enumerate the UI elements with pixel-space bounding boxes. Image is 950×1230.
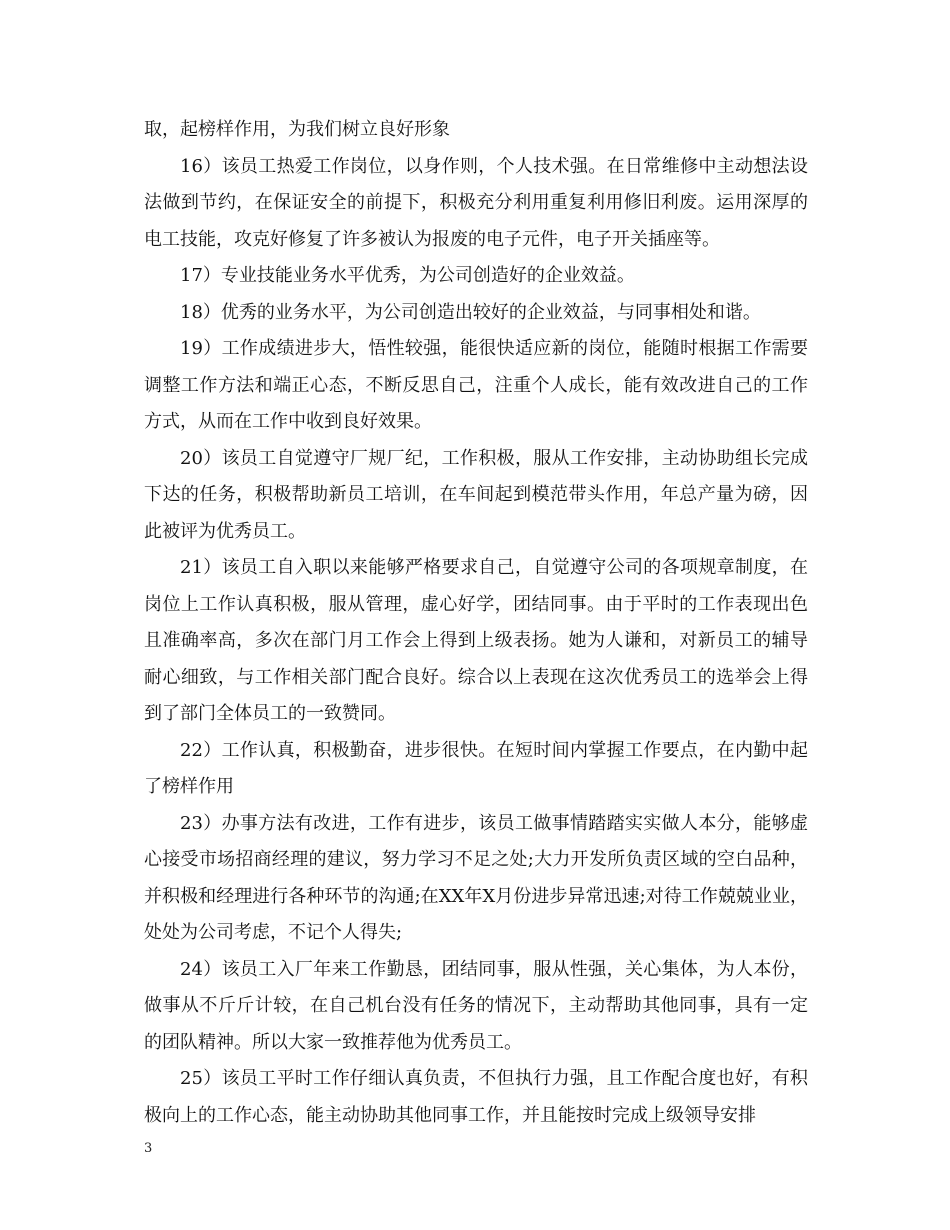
paragraph-21: 21）该员工自入职以来能够严格要求自己，自觉遵守公司的各项规章制度，在岗位上工作认真积极，服从管理，虚心好学，团结同事。由于平时的工作表现出色且准确率高，多次在部门月工作会上得到上级表扬。她为人谦和，对新员工的辅导耐心细致，与工作相关部门配合良好。综合以上表现在这次优秀员工的选举会上得到了部门全体员工的一致赞同。	[144, 557, 808, 724]
paragraph-17: 17）专业技能业务水平优秀，为公司创造好的企业效益。	[180, 265, 635, 286]
paragraph-16: 16）该员工热爱工作岗位，以身作则，个人技术强。在日常维修中主动想法设法做到节约，在保证安全的前提下，积极充分利用重复利用修旧利废。运用深厚的电工技能，攻克好修复了许多被认为报废的电子元件，电子开关插座等。	[144, 155, 808, 250]
paragraph-20: 20）该员工自觉遵守厂规厂纪，工作积极，服从工作安排，主动协助组长完成下达的任务，积极帮助新员工培训，在车间起到模范带头作用，年总产量为磅，因此被评为优秀员工。	[144, 447, 808, 542]
paragraph-0: 取，起榜样作用，为我们树立良好形象	[144, 119, 450, 140]
paragraph-22: 22）工作认真，积极勤奋，进步很快。在短时间内掌握工作要点，在内勤中起了榜样作用	[144, 739, 808, 797]
paragraph-23: 23）办事方法有改进，工作有进步，该员工做事情踏踏实实做人本分，能够虚心接受市场招商经理的建议，努力学习不足之处;大力开发所负责区域的空白品种，并积极和经理进行各种环节的沟通;在XX年X月份进步异常迅速;对待工作兢兢业业，处处为公司考虑，不记个人得失;	[144, 812, 808, 943]
document-body	[144, 112, 808, 1134]
paragraph-18: 18）优秀的业务水平，为公司创造出较好的企业效益，与同事相处和谐。	[180, 301, 761, 323]
page-number: 3	[144, 1141, 153, 1156]
paragraph-24: 24）该员工入厂年来工作勤恳，团结同事，服从性强，关心集体，为人本份，做事从不斤斤计较，在自己机台没有任务的情况下，主动帮助其他同事，具有一定的团队精神。所以大家一致推荐他为优秀员工。	[144, 958, 808, 1053]
paragraph-19: 19）工作成绩进步大，悟性较强，能很快适应新的岗位，能随时根据工作需要调整工作方法和端正心态，不断反思自己，注重个人成长，能有效改进自己的工作方式，从而在工作中收到良好效果。	[144, 338, 808, 432]
paragraph-25: 25）该员工平时工作仔细认真负责，不但执行力强，且工作配合度也好，有积极向上的工作心态，能主动协助其他同事工作，并且能按时完成上级领导安排	[144, 1068, 808, 1126]
